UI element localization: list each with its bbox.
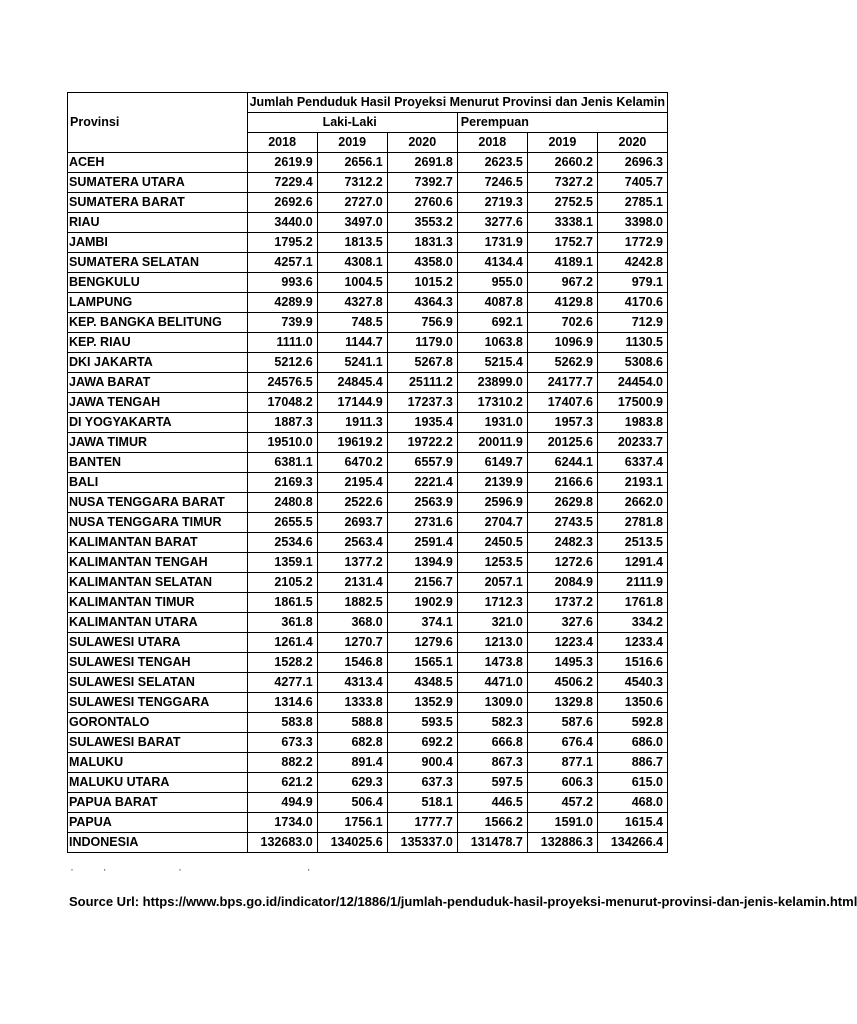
value-cell: 900.4: [387, 753, 457, 773]
province-cell: PAPUA BARAT: [68, 793, 248, 813]
value-cell: 23899.0: [457, 373, 527, 393]
value-cell: 2166.6: [527, 473, 597, 493]
value-cell: 17237.3: [387, 393, 457, 413]
province-cell: KALIMANTAN UTARA: [68, 613, 248, 633]
value-cell: 4129.8: [527, 293, 597, 313]
value-cell: 712.9: [597, 313, 667, 333]
value-cell: 1752.7: [527, 233, 597, 253]
value-cell: 692.1: [457, 313, 527, 333]
table-row: [68, 653, 668, 673]
value-cell: 867.3: [457, 753, 527, 773]
value-cell: 702.6: [527, 313, 597, 333]
value-cell: 132886.3: [527, 833, 597, 853]
table-row: [68, 513, 668, 533]
value-cell: 597.5: [457, 773, 527, 793]
value-cell: 5267.8: [387, 353, 457, 373]
table-row: [68, 373, 668, 393]
value-cell: 1473.8: [457, 653, 527, 673]
value-cell: 2743.5: [527, 513, 597, 533]
table-row: [68, 233, 668, 253]
value-cell: 1015.2: [387, 273, 457, 293]
value-cell: 6149.7: [457, 453, 527, 473]
value-cell: 3497.0: [317, 213, 387, 233]
province-cell: BALI: [68, 473, 248, 493]
value-cell: 17500.9: [597, 393, 667, 413]
province-cell: BANTEN: [68, 453, 248, 473]
value-cell: 2193.1: [597, 473, 667, 493]
value-cell: 1731.9: [457, 233, 527, 253]
table-row: [68, 773, 668, 793]
value-cell: 5241.1: [317, 353, 387, 373]
value-cell: 4364.3: [387, 293, 457, 313]
table-row: [68, 293, 668, 313]
value-cell: 1902.9: [387, 593, 457, 613]
value-cell: 4540.3: [597, 673, 667, 693]
value-cell: 1111.0: [247, 333, 317, 353]
table-row: [68, 693, 668, 713]
value-cell: 1272.6: [527, 553, 597, 573]
table-row: [68, 533, 668, 553]
value-cell: 629.3: [317, 773, 387, 793]
table-row: [68, 593, 668, 613]
value-cell: 368.0: [317, 613, 387, 633]
province-cell: MALUKU: [68, 753, 248, 773]
table-row: [68, 393, 668, 413]
value-cell: 7229.4: [247, 173, 317, 193]
value-cell: 6337.4: [597, 453, 667, 473]
value-cell: 3553.2: [387, 213, 457, 233]
value-cell: 374.1: [387, 613, 457, 633]
value-cell: 1350.6: [597, 693, 667, 713]
table-title: Jumlah Penduduk Hasil Proyeksi Menurut Provinsi dan Jenis Kelamin: [247, 93, 667, 113]
value-cell: 676.4: [527, 733, 597, 753]
table-row: [68, 753, 668, 773]
value-cell: 7327.2: [527, 173, 597, 193]
value-cell: 1516.6: [597, 653, 667, 673]
value-cell: 2450.5: [457, 533, 527, 553]
value-cell: 2111.9: [597, 573, 667, 593]
province-cell: ACEH: [68, 153, 248, 173]
value-cell: 334.2: [597, 613, 667, 633]
value-cell: 2131.4: [317, 573, 387, 593]
value-cell: 686.0: [597, 733, 667, 753]
value-cell: 131478.7: [457, 833, 527, 853]
value-cell: 877.1: [527, 753, 597, 773]
value-cell: 2482.3: [527, 533, 597, 553]
value-cell: 1309.0: [457, 693, 527, 713]
value-cell: 4170.6: [597, 293, 667, 313]
value-cell: 7246.5: [457, 173, 527, 193]
province-cell: KALIMANTAN SELATAN: [68, 573, 248, 593]
province-cell: RIAU: [68, 213, 248, 233]
value-cell: 1352.9: [387, 693, 457, 713]
value-cell: 25111.2: [387, 373, 457, 393]
value-cell: 6470.2: [317, 453, 387, 473]
value-cell: 1528.2: [247, 653, 317, 673]
value-cell: 1279.6: [387, 633, 457, 653]
province-cell: JAWA TENGAH: [68, 393, 248, 413]
value-cell: 4358.0: [387, 253, 457, 273]
value-cell: 132683.0: [247, 833, 317, 853]
value-cell: 1261.4: [247, 633, 317, 653]
value-cell: 748.5: [317, 313, 387, 333]
value-cell: 1233.4: [597, 633, 667, 653]
value-cell: 2591.4: [387, 533, 457, 553]
value-cell: 3440.0: [247, 213, 317, 233]
source-url: Source Url: https://www.bps.go.id/indicator/12/1886/1/jumlah-penduduk-hasil-proyeksi-menurut-provinsi-dan-jenis-kelamin.html: [69, 894, 857, 909]
province-cell: MALUKU UTARA: [68, 773, 248, 793]
value-cell: 19722.2: [387, 433, 457, 453]
value-cell: 2719.3: [457, 193, 527, 213]
value-cell: 19510.0: [247, 433, 317, 453]
value-cell: 4313.4: [317, 673, 387, 693]
value-cell: 2169.3: [247, 473, 317, 493]
value-cell: 1882.5: [317, 593, 387, 613]
value-cell: 135337.0: [387, 833, 457, 853]
value-cell: 6244.1: [527, 453, 597, 473]
year-header: 2019: [317, 133, 387, 153]
value-cell: 4506.2: [527, 673, 597, 693]
table-body: [68, 153, 668, 853]
province-cell: KEP. RIAU: [68, 333, 248, 353]
table-row: [68, 833, 668, 853]
value-cell: 739.9: [247, 313, 317, 333]
table-row: [68, 413, 668, 433]
value-cell: 327.6: [527, 613, 597, 633]
value-cell: 1761.8: [597, 593, 667, 613]
value-cell: 2660.2: [527, 153, 597, 173]
value-cell: 4308.1: [317, 253, 387, 273]
value-cell: 756.9: [387, 313, 457, 333]
value-cell: 2156.7: [387, 573, 457, 593]
value-cell: 2084.9: [527, 573, 597, 593]
value-cell: 1935.4: [387, 413, 457, 433]
value-cell: 24576.5: [247, 373, 317, 393]
value-cell: 692.2: [387, 733, 457, 753]
province-cell: SULAWESI SELATAN: [68, 673, 248, 693]
table-row: [68, 433, 668, 453]
value-cell: 606.3: [527, 773, 597, 793]
value-cell: 20011.9: [457, 433, 527, 453]
province-cell: SUMATERA BARAT: [68, 193, 248, 213]
year-header: 2020: [387, 133, 457, 153]
value-cell: 583.8: [247, 713, 317, 733]
value-cell: 1887.3: [247, 413, 317, 433]
table-row: [68, 193, 668, 213]
value-cell: 2727.0: [317, 193, 387, 213]
cropped-note-line: · · · ·: [70, 862, 313, 876]
value-cell: 2662.0: [597, 493, 667, 513]
value-cell: 4327.8: [317, 293, 387, 313]
table-row: [68, 553, 668, 573]
header-row-title: [68, 93, 668, 113]
value-cell: 1931.0: [457, 413, 527, 433]
table-row: [68, 173, 668, 193]
value-cell: 5212.6: [247, 353, 317, 373]
value-cell: 979.1: [597, 273, 667, 293]
value-cell: 4277.1: [247, 673, 317, 693]
value-cell: 1377.2: [317, 553, 387, 573]
value-cell: 17144.9: [317, 393, 387, 413]
value-cell: 1213.0: [457, 633, 527, 653]
value-cell: 1394.9: [387, 553, 457, 573]
value-cell: 967.2: [527, 273, 597, 293]
table-row: [68, 573, 668, 593]
value-cell: 20125.6: [527, 433, 597, 453]
value-cell: 2563.4: [317, 533, 387, 553]
table-row: [68, 613, 668, 633]
value-cell: 882.2: [247, 753, 317, 773]
value-cell: 6557.9: [387, 453, 457, 473]
value-cell: 134266.4: [597, 833, 667, 853]
table-row: [68, 253, 668, 273]
value-cell: 1591.0: [527, 813, 597, 833]
table-row: [68, 633, 668, 653]
value-cell: 361.8: [247, 613, 317, 633]
value-cell: 2691.8: [387, 153, 457, 173]
value-cell: 1063.8: [457, 333, 527, 353]
value-cell: 446.5: [457, 793, 527, 813]
year-header: 2018: [457, 133, 527, 153]
value-cell: 1565.1: [387, 653, 457, 673]
value-cell: 457.2: [527, 793, 597, 813]
value-cell: 2760.6: [387, 193, 457, 213]
value-cell: 637.3: [387, 773, 457, 793]
value-cell: 955.0: [457, 273, 527, 293]
group-header-perempuan: Perempuan: [457, 113, 667, 133]
province-cell: SUMATERA UTARA: [68, 173, 248, 193]
province-cell: KALIMANTAN TENGAH: [68, 553, 248, 573]
value-cell: 2563.9: [387, 493, 457, 513]
province-cell: BENGKULU: [68, 273, 248, 293]
province-cell: NUSA TENGGARA TIMUR: [68, 513, 248, 533]
value-cell: 17310.2: [457, 393, 527, 413]
value-cell: 588.8: [317, 713, 387, 733]
table-row: [68, 153, 668, 173]
table-row: [68, 213, 668, 233]
value-cell: 1734.0: [247, 813, 317, 833]
province-cell: JAWA TIMUR: [68, 433, 248, 453]
value-cell: 582.3: [457, 713, 527, 733]
population-table: [67, 92, 668, 853]
value-cell: 7392.7: [387, 173, 457, 193]
table-row: [68, 273, 668, 293]
table-row: [68, 493, 668, 513]
value-cell: 19619.2: [317, 433, 387, 453]
value-cell: 1957.3: [527, 413, 597, 433]
province-cell: JAWA BARAT: [68, 373, 248, 393]
value-cell: 1329.8: [527, 693, 597, 713]
value-cell: 1566.2: [457, 813, 527, 833]
value-cell: 1359.1: [247, 553, 317, 573]
value-cell: 2752.5: [527, 193, 597, 213]
value-cell: 1314.6: [247, 693, 317, 713]
value-cell: 2696.3: [597, 153, 667, 173]
value-cell: 1144.7: [317, 333, 387, 353]
province-cell: INDONESIA: [68, 833, 248, 853]
province-cell: KALIMANTAN BARAT: [68, 533, 248, 553]
table-row: [68, 313, 668, 333]
province-cell: SULAWESI BARAT: [68, 733, 248, 753]
value-cell: 2731.6: [387, 513, 457, 533]
value-cell: 4242.8: [597, 253, 667, 273]
value-cell: 2057.1: [457, 573, 527, 593]
value-cell: 3277.6: [457, 213, 527, 233]
value-cell: 1253.5: [457, 553, 527, 573]
value-cell: 2692.6: [247, 193, 317, 213]
value-cell: 1130.5: [597, 333, 667, 353]
value-cell: 468.0: [597, 793, 667, 813]
value-cell: 134025.6: [317, 833, 387, 853]
province-cell: DKI JAKARTA: [68, 353, 248, 373]
value-cell: 24177.7: [527, 373, 597, 393]
value-cell: 1004.5: [317, 273, 387, 293]
value-cell: 7405.7: [597, 173, 667, 193]
value-cell: 1813.5: [317, 233, 387, 253]
value-cell: 2655.5: [247, 513, 317, 533]
value-cell: 2195.4: [317, 473, 387, 493]
value-cell: 4289.9: [247, 293, 317, 313]
value-cell: 3338.1: [527, 213, 597, 233]
value-cell: 2221.4: [387, 473, 457, 493]
value-cell: 592.8: [597, 713, 667, 733]
value-cell: 2704.7: [457, 513, 527, 533]
group-header-laki-laki: Laki-Laki: [247, 113, 457, 133]
value-cell: 1737.2: [527, 593, 597, 613]
province-cell: GORONTALO: [68, 713, 248, 733]
value-cell: 2785.1: [597, 193, 667, 213]
value-cell: 587.6: [527, 713, 597, 733]
value-cell: 6381.1: [247, 453, 317, 473]
value-cell: 1911.3: [317, 413, 387, 433]
value-cell: 993.6: [247, 273, 317, 293]
province-cell: LAMPUNG: [68, 293, 248, 313]
value-cell: 2522.6: [317, 493, 387, 513]
value-cell: 673.3: [247, 733, 317, 753]
value-cell: 494.9: [247, 793, 317, 813]
value-cell: 682.8: [317, 733, 387, 753]
value-cell: 4087.8: [457, 293, 527, 313]
value-cell: 4348.5: [387, 673, 457, 693]
province-cell: SUMATERA SELATAN: [68, 253, 248, 273]
value-cell: 518.1: [387, 793, 457, 813]
year-header: 2020: [597, 133, 667, 153]
value-cell: 5262.9: [527, 353, 597, 373]
value-cell: 2513.5: [597, 533, 667, 553]
value-cell: 17048.2: [247, 393, 317, 413]
value-cell: 4257.1: [247, 253, 317, 273]
table-row: [68, 453, 668, 473]
value-cell: 2656.1: [317, 153, 387, 173]
value-cell: 666.8: [457, 733, 527, 753]
value-cell: 1179.0: [387, 333, 457, 353]
value-cell: 621.2: [247, 773, 317, 793]
value-cell: 24454.0: [597, 373, 667, 393]
value-cell: 1772.9: [597, 233, 667, 253]
value-cell: 1756.1: [317, 813, 387, 833]
value-cell: 1777.7: [387, 813, 457, 833]
value-cell: 1333.8: [317, 693, 387, 713]
province-cell: SULAWESI UTARA: [68, 633, 248, 653]
province-cell: DI YOGYAKARTA: [68, 413, 248, 433]
value-cell: 2596.9: [457, 493, 527, 513]
table-row: [68, 673, 668, 693]
value-cell: 1223.4: [527, 633, 597, 653]
value-cell: 2480.8: [247, 493, 317, 513]
value-cell: 4134.4: [457, 253, 527, 273]
value-cell: 1546.8: [317, 653, 387, 673]
table-row: [68, 813, 668, 833]
value-cell: 1615.4: [597, 813, 667, 833]
value-cell: 3398.0: [597, 213, 667, 233]
value-cell: 886.7: [597, 753, 667, 773]
value-cell: 24845.4: [317, 373, 387, 393]
province-cell: KALIMANTAN TIMUR: [68, 593, 248, 613]
value-cell: 1495.3: [527, 653, 597, 673]
value-cell: 2105.2: [247, 573, 317, 593]
table-row: [68, 333, 668, 353]
value-cell: 2619.9: [247, 153, 317, 173]
value-cell: 1795.2: [247, 233, 317, 253]
value-cell: 7312.2: [317, 173, 387, 193]
value-cell: 2139.9: [457, 473, 527, 493]
province-cell: SULAWESI TENGAH: [68, 653, 248, 673]
year-header: 2019: [527, 133, 597, 153]
province-cell: NUSA TENGGARA BARAT: [68, 493, 248, 513]
value-cell: 2623.5: [457, 153, 527, 173]
value-cell: 321.0: [457, 613, 527, 633]
province-cell: KEP. BANGKA BELITUNG: [68, 313, 248, 333]
value-cell: 4471.0: [457, 673, 527, 693]
value-cell: 2629.8: [527, 493, 597, 513]
province-cell: SULAWESI TENGGARA: [68, 693, 248, 713]
value-cell: 2534.6: [247, 533, 317, 553]
value-cell: 615.0: [597, 773, 667, 793]
value-cell: 4189.1: [527, 253, 597, 273]
year-header: 2018: [247, 133, 317, 153]
value-cell: 1983.8: [597, 413, 667, 433]
value-cell: 20233.7: [597, 433, 667, 453]
value-cell: 2693.7: [317, 513, 387, 533]
value-cell: 1291.4: [597, 553, 667, 573]
value-cell: 506.4: [317, 793, 387, 813]
value-cell: 1712.3: [457, 593, 527, 613]
value-cell: 1096.9: [527, 333, 597, 353]
value-cell: 593.5: [387, 713, 457, 733]
value-cell: 1861.5: [247, 593, 317, 613]
value-cell: 5308.6: [597, 353, 667, 373]
table-row: [68, 733, 668, 753]
value-cell: 1831.3: [387, 233, 457, 253]
value-cell: 2781.8: [597, 513, 667, 533]
value-cell: 891.4: [317, 753, 387, 773]
table-row: [68, 473, 668, 493]
province-cell: PAPUA: [68, 813, 248, 833]
table-row: [68, 353, 668, 373]
value-cell: 17407.6: [527, 393, 597, 413]
value-cell: 5215.4: [457, 353, 527, 373]
table-row: [68, 713, 668, 733]
value-cell: 1270.7: [317, 633, 387, 653]
province-column-header: Provinsi: [68, 93, 248, 153]
province-cell: JAMBI: [68, 233, 248, 253]
table-row: [68, 793, 668, 813]
